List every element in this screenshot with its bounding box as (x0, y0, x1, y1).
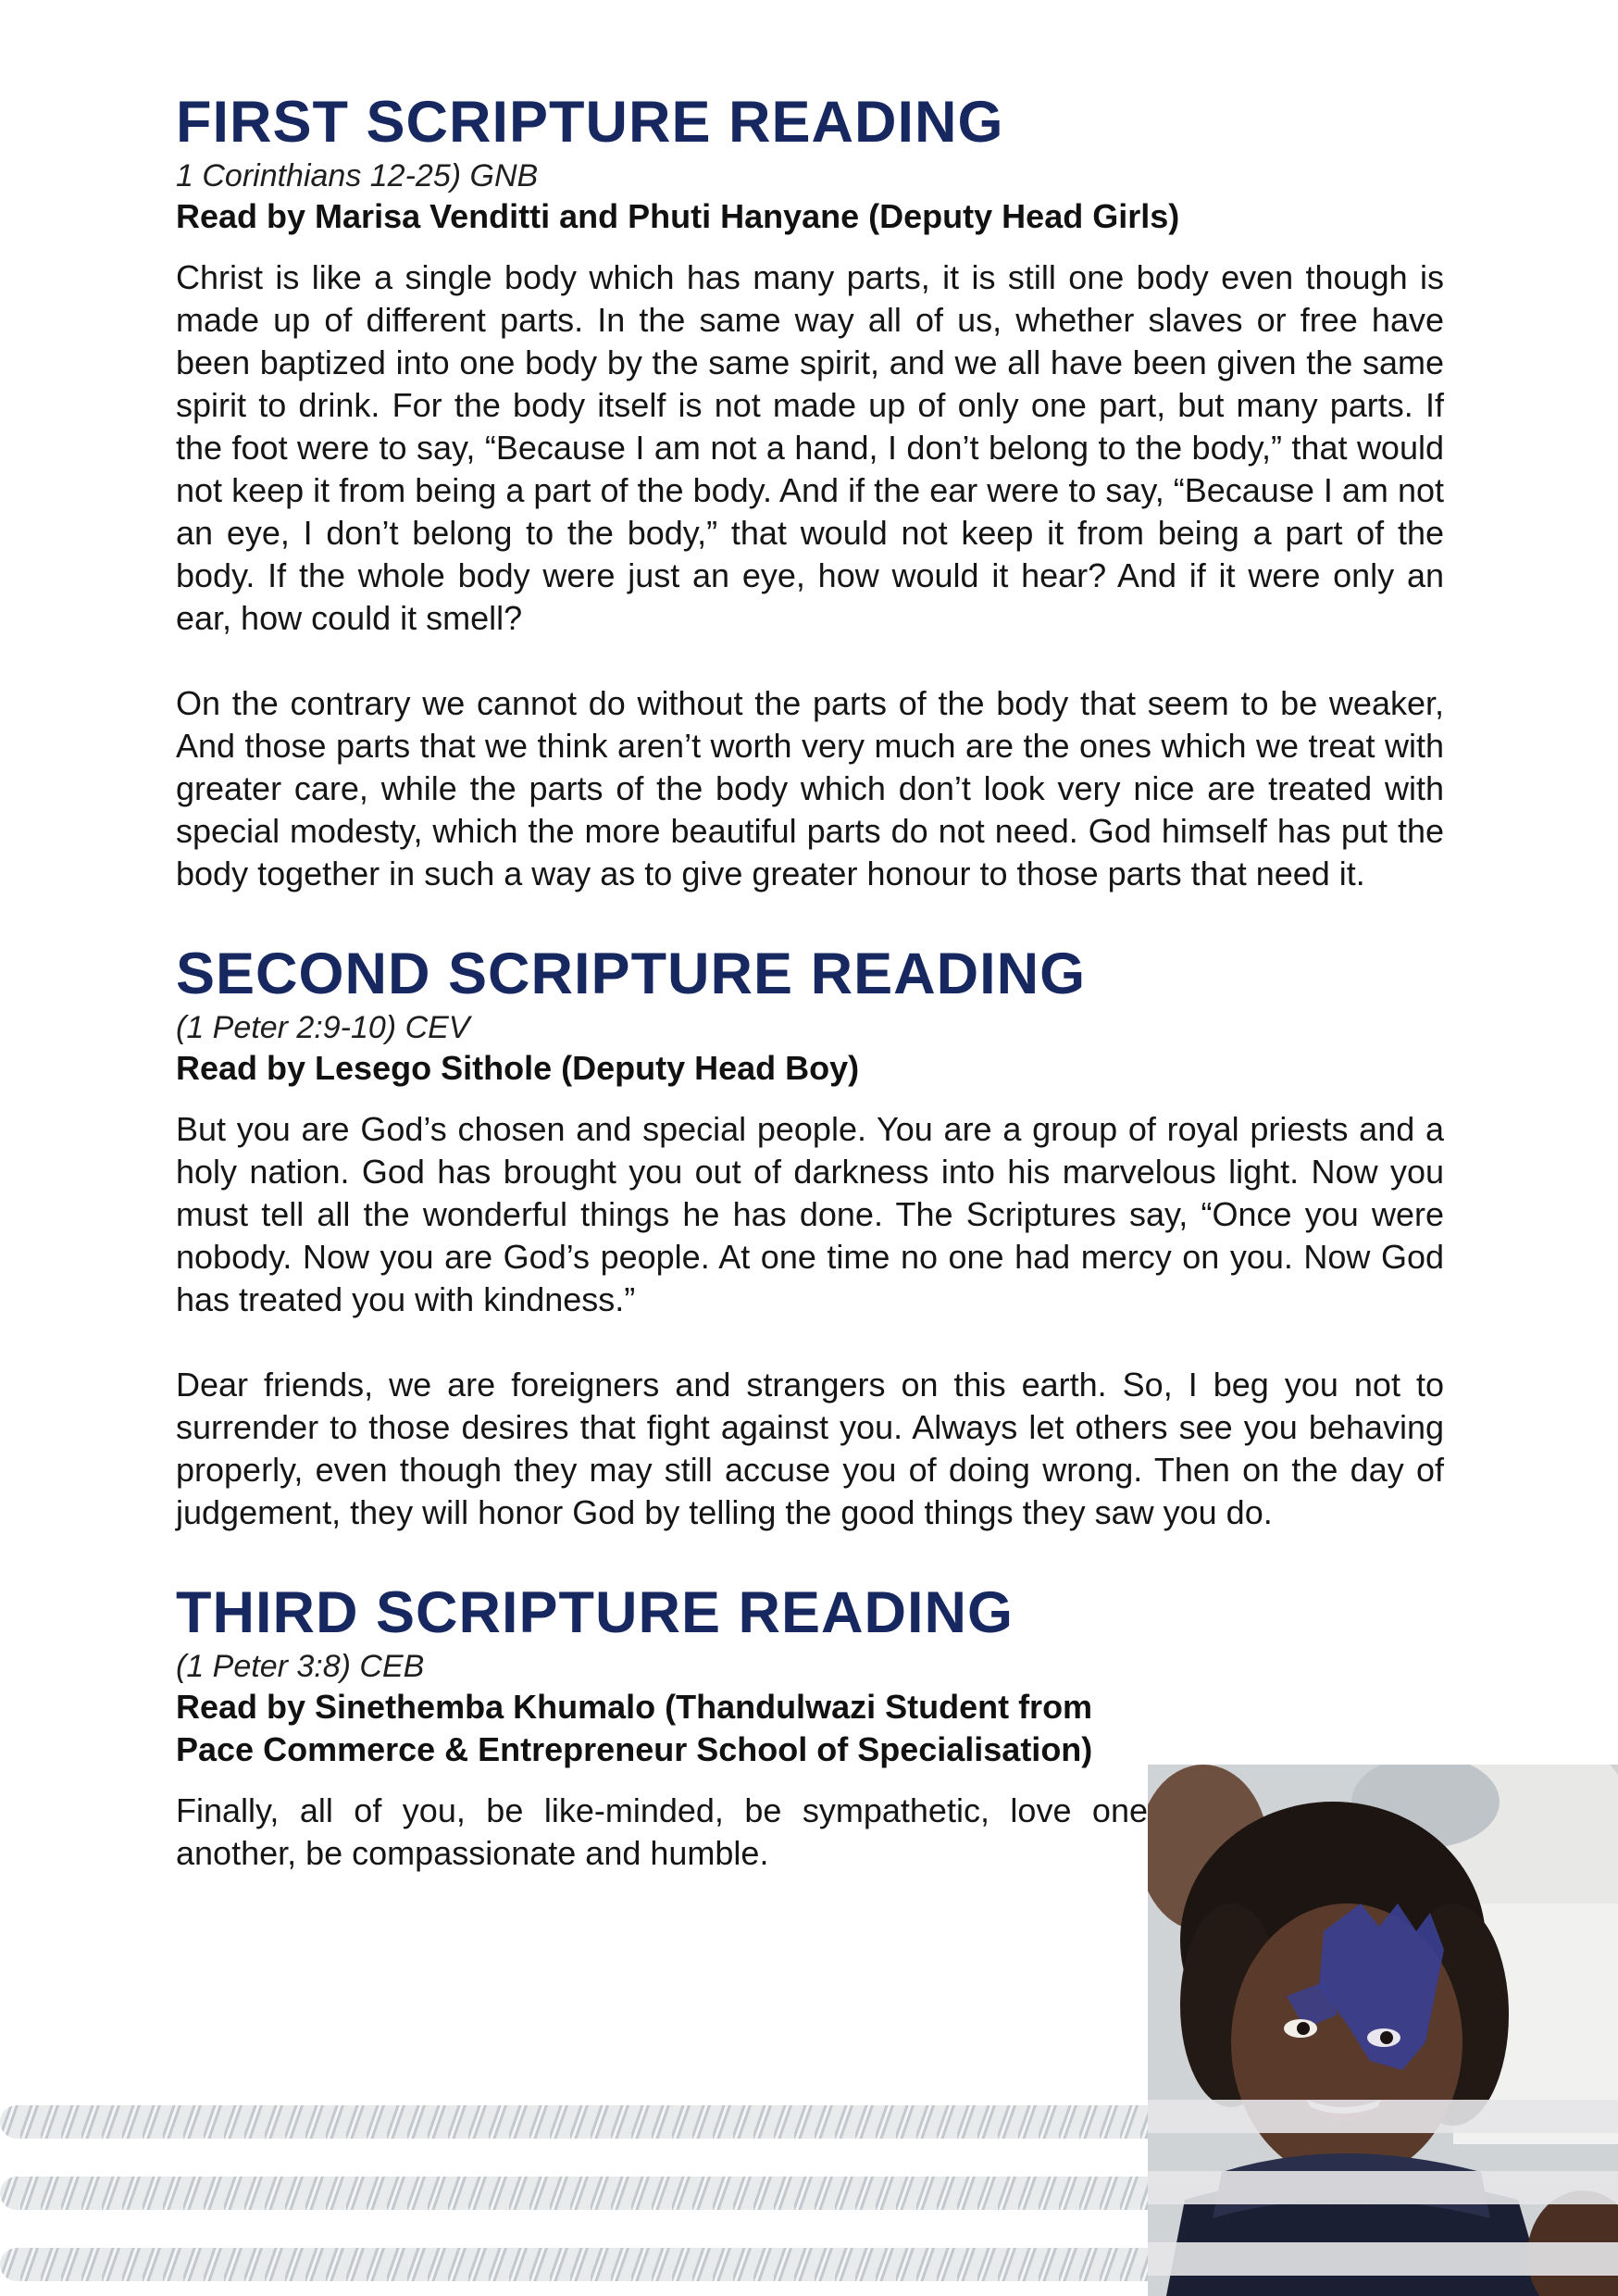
scripture-reference: (1 Peter 3:8) CEB (176, 1649, 425, 1684)
first-reading-section (176, 88, 1444, 895)
reading-paragraph: But you are God’s chosen and special people. You are a group of royal priests and a holy nation. God has brought you out of darkness into his marvelous light. Now you must tell all the wonderful things he has done. The Scriptures say, “Once you were nobody. Now you are God’s people. At one time no one had mercy on you. Now God has treated you with kindness.” (176, 1110, 1444, 1318)
reading-paragraph: Dear friends, we are foreigners and strangers on this earth. So, I beg you not to surrender to those desires that fight against you. Always let others see you behaving properly, even though they may still accuse you of doing wrong. Then on the day of judgement, they will honor God by telling the good things they saw you do. (176, 1366, 1444, 1531)
photo-illustration (1148, 1765, 1618, 2296)
reader-credit: Read by Marisa Venditti and Phuti Hanyane (Deputy Head Girls) (176, 197, 1180, 235)
reading-paragraph: Christ is like a single body which has many parts, it is still one body even though is made up of different parts. In the same way all of us, whether slaves or free have been baptized into one body by the same spirit, and we all have been given the same spirit to drink. For the body itself is not made up of only one part, but many parts. If the foot were to say, “Because I am not a hand, I don’t belong to the body,” that would not keep it from being a part of the body. And if the ear were to say, “Because I am not an eye, I don’t belong to the body,” that would not keep it from being a part of the body. If the whole body were just an eye, how would it hear? And if it were only an ear, how could it smell? (176, 258, 1444, 637)
scripture-reference: (1 Peter 2:9-10) CEV (176, 1010, 470, 1045)
scripture-reference: 1 Corinthians 12-25) GNB (176, 158, 539, 193)
student-face-paint-photo (1148, 1765, 1618, 2296)
section-heading: FIRST SCRIPTURE READING (176, 90, 1004, 155)
third-reading-section (176, 1578, 1148, 1875)
reading-paragraph: On the contrary we cannot do without the parts of the body that seem to be weaker, And those parts that we think aren’t worth very much are the ones which we treat with greater care, while the parts of the body which don’t look very nice are treated with special modesty, which the more beautiful parts do not need. God himself has put the body together in such a way as to give greater honour to those parts that need it. (176, 684, 1444, 892)
section-heading: SECOND SCRIPTURE READING (176, 942, 1087, 1006)
section-heading: THIRD SCRIPTURE READING (176, 1580, 1014, 1645)
reader-credit: Read by Lesego Sithole (Deputy Head Boy) (176, 1049, 860, 1087)
document-body (176, 88, 1444, 1875)
second-reading-section (176, 940, 1444, 1534)
reader-credit: Read by Sinethemba Khumalo (Thandulwazi Student from Pace Commerce & Entrepreneur School of Specialisation) (176, 1688, 1093, 1768)
reading-paragraph: Finally, all of you, be like-minded, be sympathetic, love one another, be compassionate and humble. (176, 1791, 1148, 1872)
section-spacer (176, 1534, 1444, 1578)
section-spacer (176, 895, 1444, 940)
